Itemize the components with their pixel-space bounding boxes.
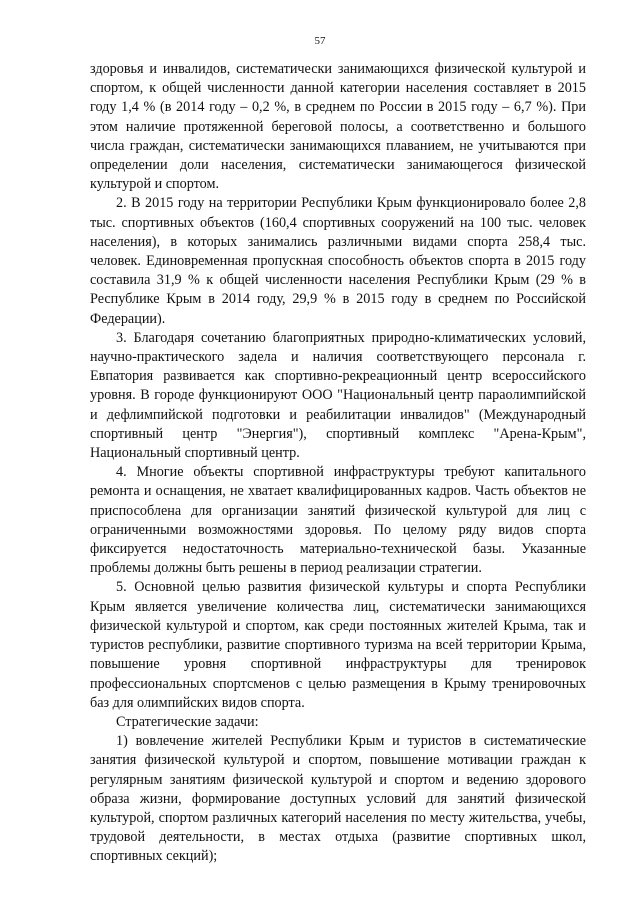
- paragraph-item-5: 5. Основной целью развития физической культуры и спорта Республики Крым является увеличение количества лиц, систематически занимающихся физической культурой и спортом, как среди постоянных жителей Крыма, так и туристов республики, развитие спортивного туризма на всей территории Крыма, повышение уровня спортивной инфраструктуры для тренировок профессиональных спортсменов с целью размещения в Крыму тренировочных баз для олимпийских видов спорта.: [90, 579, 586, 711]
- page-number: 57: [314, 35, 326, 47]
- paragraph-item-4: 4. Многие объекты спортивной инфраструктуры требуют капитального ремонта и оснащения, не хватает квалифицированных кадров. Часть объектов не приспособлена для организации занятий физической культурой для лиц с ограниченными возможностями здоровья. По целому ряду видов спорта фиксируется недостаточность материально-технической базы. Указанные проблемы должны быть решены в период реализации стратегии.: [90, 464, 586, 577]
- document-body: [90, 60, 586, 867]
- paragraph-item-2: 2. В 2015 году на территории Республики Крым функционировало более 2,8 тыс. спортивных объектов (160,4 спортивных сооружений на 100 тыс. человек населения), в которых занимались различными видами спорта 258,4 тыс. человек. Единовременная пропускная способность объектов спорта в 2015 году составила 31,9 % к общей численности населения Республики Крым (29 % в Республике Крым в 2014 году, 29,9 % в 2015 году в среднем по Российской Федерации).: [90, 195, 586, 327]
- strategic-task-1: 1) вовлечение жителей Республики Крым и туристов в систематические занятия физической культурой и спортом, повышение мотивации граждан к регулярным занятиям физической культурой и спортом и ведению здорового образа жизни, формирование доступных условий для занятий физической культурой, спортом различных категорий населения по месту жительства, учебы, трудовой деятельности, в местах отдыха (развитие спортивных школ, спортивных секций);: [90, 733, 586, 865]
- strategic-tasks-heading: Стратегические задачи:: [116, 713, 259, 730]
- paragraph-continuation: здоровья и инвалидов, систематически занимающихся физической культурой и спортом, к общей численности данной категории населения составляет в 2015 году 1,4 % (в 2014 году – 0,2 %, в среднем по России в 2015 году – 6,7 %). При этом наличие протяженной береговой полосы, а соответственно и большого числа граждан, систематически занимающихся плаванием, не учитываются при определении доли населения, систематически занимающегося физической культурой и спортом.: [90, 61, 586, 193]
- paragraph-item-3: 3. Благодаря сочетанию благоприятных природно-климатических условий, научно-практического задела и наличия соответствующего персонала г. Евпатория развивается как спортивно-рекреационный центр всероссийского уровня. В городе функционируют ООО "Национальный центр параолимпийской и дефлимпийской подготовки и реабилитации инвалидов" (Международный спортивный центр "Энергия"), спортивный комплекс "Арена-Крым", Национальный спортивный центр.: [90, 329, 586, 462]
